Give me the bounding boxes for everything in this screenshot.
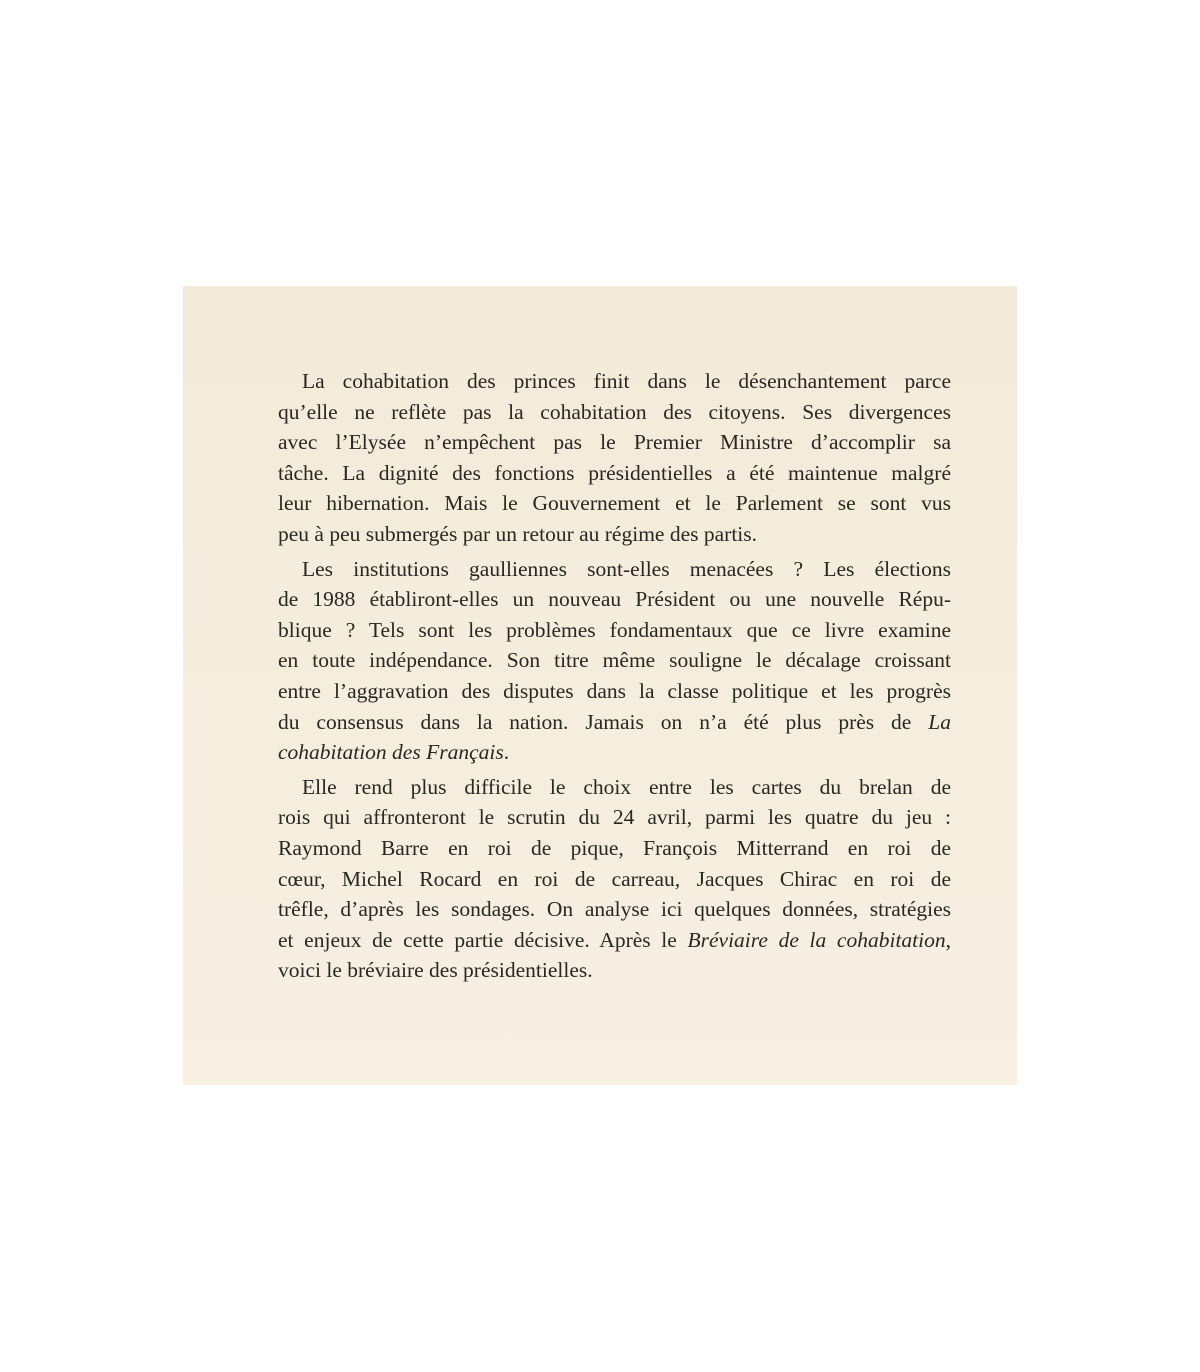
paragraph-3 (278, 772, 951, 986)
text-line (278, 955, 951, 986)
paragraph-1 (278, 366, 951, 550)
text-run: leur hibernation. Mais le Gouvernement et le Parlement se sont vus (278, 491, 951, 516)
text-line (278, 519, 951, 550)
text-line (278, 397, 951, 428)
text-line (278, 802, 951, 833)
text-line (278, 615, 951, 646)
text-line (278, 458, 951, 489)
text-line (278, 925, 951, 956)
text-run: tâche. La dignité des fonctions présidentielles a été maintenue malgré (278, 460, 951, 485)
text-run: blique ? Tels sont les problèmes fondamentaux que ce livre examine (278, 617, 951, 642)
text-run: du consensus dans la nation. Jamais on n’a été plus près de (278, 709, 929, 734)
text-run: cœur, Michel Rocard en roi de carreau, Jacques Chirac en roi de (278, 866, 951, 891)
text-run: peu à peu submergés par un retour au régime des partis. (278, 521, 758, 546)
text-run: rois qui affronteront le scrutin du 24 avril, parmi les quatre du jeu : (278, 805, 951, 830)
text-line (278, 676, 951, 707)
blurb-text (278, 366, 951, 990)
paragraph-2 (278, 554, 951, 768)
text-run: . (503, 740, 510, 765)
back-cover-panel (183, 286, 1017, 1085)
text-run: entre l’aggravation des disputes dans la classe politique et les progrès (278, 678, 951, 703)
text-run: , (945, 927, 951, 952)
text-run: en toute indépendance. Son titre même souligne le décalage croissant (278, 648, 951, 673)
italic-title-run: Bréviaire de la cohabitation (687, 927, 946, 952)
text-line (278, 737, 951, 768)
text-run: de 1988 établiront-elles un nouveau Président ou une nouvelle Répu- (278, 587, 951, 612)
text-run: qu’elle ne reflète pas la cohabitation des citoyens. Ses divergences (278, 399, 951, 424)
text-run: La cohabitation des princes finit dans le désenchantement parce (302, 369, 951, 393)
text-line (278, 645, 951, 676)
text-line (278, 894, 951, 925)
text-run: Elle rend plus difficile le choix entre les cartes du brelan de (302, 774, 951, 799)
text-line (278, 488, 951, 519)
text-run: Raymond Barre en roi de pique, François Mitterrand en roi de (278, 835, 951, 860)
text-line (278, 833, 951, 864)
text-run: voici le bréviaire des présidentielles. (278, 958, 593, 983)
text-run: avec l’Elysée n’empêchent pas le Premier Ministre d’accomplir sa (278, 430, 951, 455)
text-run: et enjeux de cette partie décisive. Après le (278, 927, 688, 952)
italic-title-run: La (928, 709, 951, 734)
text-line (278, 584, 951, 615)
italic-title-run: cohabitation des Français (278, 740, 504, 765)
text-line (278, 707, 951, 738)
text-line (278, 427, 951, 458)
text-line (278, 864, 951, 895)
text-line (278, 366, 951, 397)
text-line (278, 554, 951, 585)
text-run: Les institutions gaulliennes sont-elles menacées ? Les élections (302, 556, 951, 581)
text-line (278, 772, 951, 803)
text-run: trêfle, d’après les sondages. On analyse ici quelques données, stratégies (278, 897, 951, 922)
